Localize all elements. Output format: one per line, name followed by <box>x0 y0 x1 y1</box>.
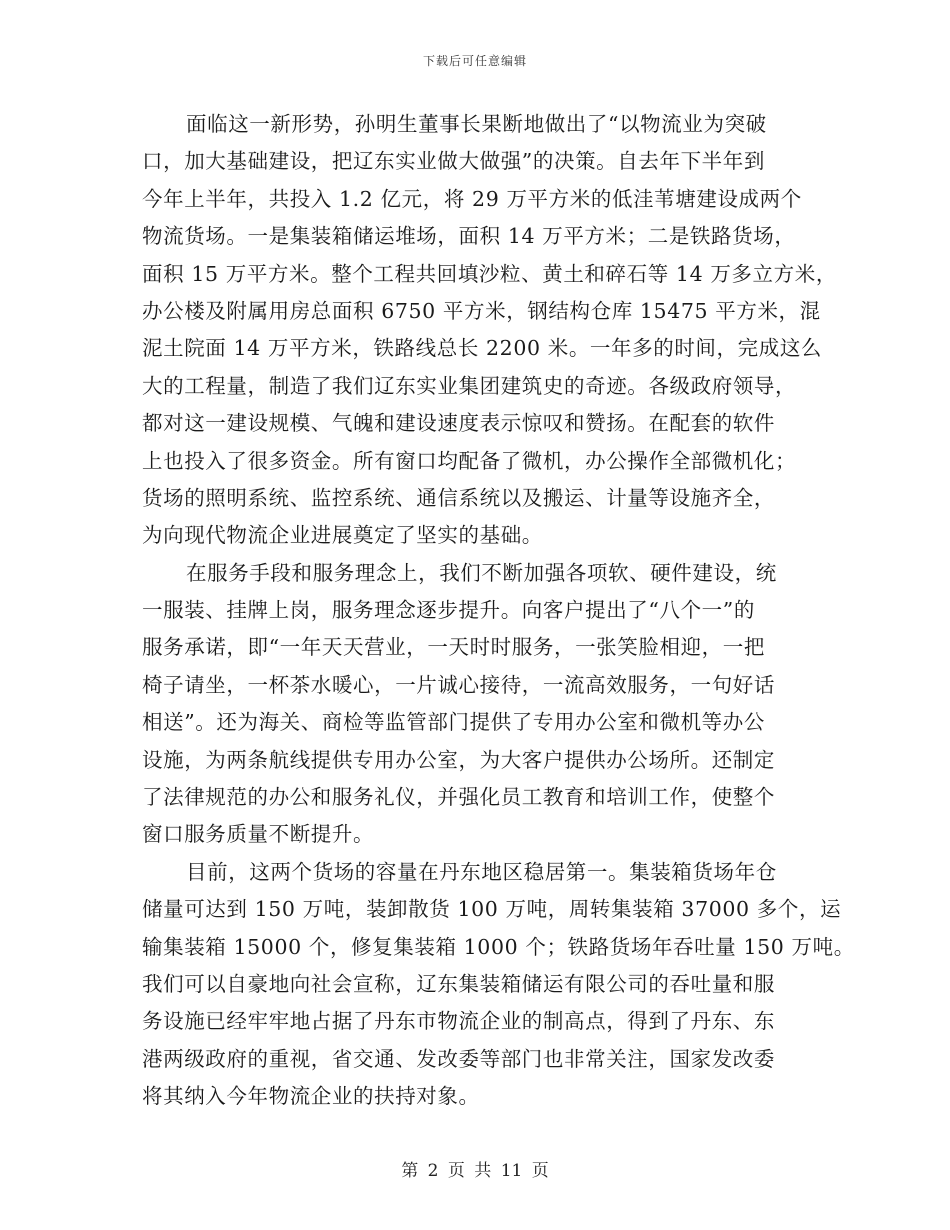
text-line: 面临这一新形势，孙明生董事长果断地做出了“以物流业为突破 <box>186 112 767 136</box>
text-line: 货场的照明系统、监控系统、通信系统以及搬运、计量等设施齐全， <box>142 485 775 510</box>
text-line: 目前，这两个货场的容量在丹东地区稳居第一。集装箱货场年仓 <box>186 859 777 884</box>
text-line: 务设施已经牢牢地占据了丹东市物流企业的制高点，得到了丹东、东 <box>142 1009 775 1034</box>
text-line: 了法律规范的办公和服务礼仪，并强化员工教育和培训工作，使整个 <box>142 785 775 810</box>
text-line: 口，加大基础建设，把辽东实业做大做强”的决策。自去年下半年到 <box>142 149 765 174</box>
text-line: 我们可以自豪地向社会宣称，辽东集装箱储运有限公司的吞吐量和服 <box>142 971 775 996</box>
text-line: 物流货场。一是集装箱储运堆场，面积 14 万平方米；二是铁路货场， <box>142 224 796 249</box>
text-line: 服务承诺，即“一年天天营业，一天时时服务，一张笑脸相迎，一把 <box>142 635 765 660</box>
text-line: 窗口服务质量不断提升。 <box>142 822 375 847</box>
text-line: 港两级政府的重视，省交通、发改委等部门也非常关注，国家发改委 <box>142 1046 775 1071</box>
text-line: 输集装箱 15000 个，修复集装箱 1000 个；铁路货场年吞吐量 150 万吨。 <box>142 934 855 959</box>
page-header: 下载后可任意编辑 <box>422 54 527 68</box>
text-line: 在服务手段和服务理念上，我们不断加强各项软、硬件建设，统 <box>186 560 777 585</box>
text-line: 办公楼及附属用房总面积 6750 平方米，钢结构仓库 15475 平方米，混 <box>142 298 821 323</box>
text-line: 面积 15 万平方米。整个工程共回填沙粒、黄土和碎石等 14 万多立方米， <box>142 261 837 286</box>
text-line: 今年上半年，共投入 1.2 亿元，将 29 万平方米的低洼苇塘建设成两个 <box>142 186 802 211</box>
text-line: 储量可达到 150 万吨，装卸散货 100 万吨，周转集装箱 37000 多个，运 <box>142 897 842 922</box>
text-line: 相送”。还为海关、商检等监管部门提供了专用办公室和微机等办公 <box>142 710 765 735</box>
text-line: 为向现代物流企业进展奠定了坚实的基础。 <box>142 523 543 548</box>
text-line: 都对这一建设规模、气魄和建设速度表示惊叹和赞扬。在配套的软件 <box>142 411 775 436</box>
body-text <box>142 106 855 1116</box>
text-line: 将其纳入今年物流企业的扶持对象。 <box>142 1084 480 1109</box>
text-line: 设施，为两条航线提供专用办公室，为大客户提供办公场所。还制定 <box>142 747 775 772</box>
text-line: 椅子请坐，一杯茶水暖心，一片诚心接待，一流高效服务，一句好话 <box>142 672 775 697</box>
text-line: 一服装、挂牌上岗，服务理念逐步提升。向客户提出了“八个一”的 <box>142 598 755 623</box>
text-line: 泥土院面 14 万平方米，铁路线总长 2200 米。一年多的时间，完成这么 <box>142 336 823 361</box>
text-line: 上也投入了很多资金。所有窗口均配备了微机，办公操作全部微机化； <box>142 448 797 473</box>
text-line: 大的工程量，制造了我们辽东实业集团建筑史的奇迹。各级政府领导， <box>142 373 797 398</box>
page-footer: 第 2 页 共 11 页 <box>401 1161 549 1181</box>
